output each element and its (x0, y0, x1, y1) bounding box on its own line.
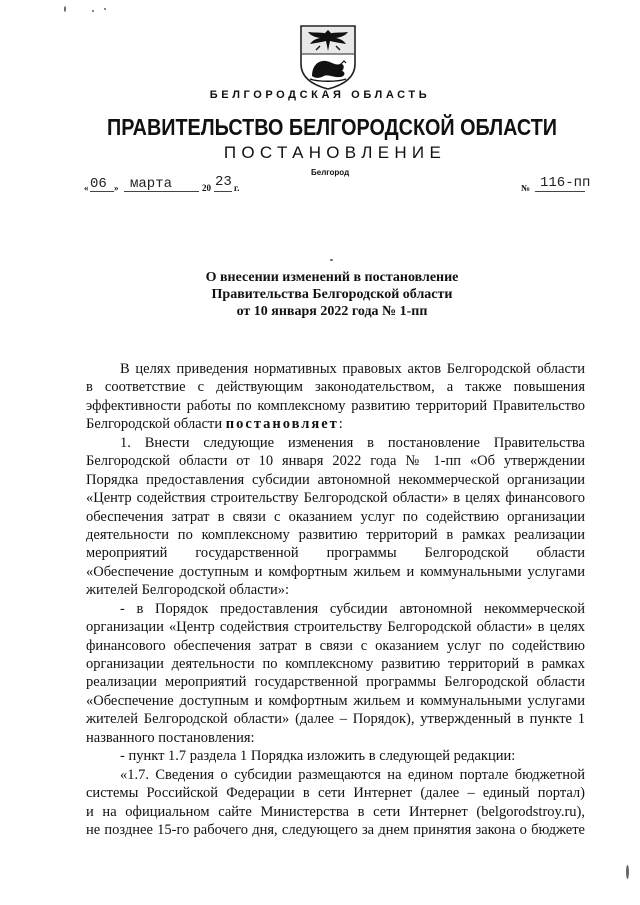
body-line: - в Порядок предоставления субсидии автономной некоммерческой (120, 600, 585, 617)
body-line: «Центр содействия строительству Белгородской области» в целях финансового (86, 490, 585, 507)
month-underline (124, 191, 199, 192)
body-line: и на официальном сайте Министерства в сети Интернет (belgorodstroy.ru), (86, 803, 585, 820)
date-year: 23 (215, 174, 232, 190)
document-title (0, 269, 640, 320)
scan-mark (626, 865, 629, 879)
body-line: организации деятельности по комплексному развитию территорий в рамках (86, 656, 585, 672)
document-type: ПОСТАНОВЛЕНИЕ (223, 143, 447, 162)
number-underline (535, 191, 585, 192)
body-line: организации «Центр содействия строительству Белгородской области» в целях (86, 619, 585, 636)
day-underline (90, 191, 114, 192)
body-line: названного постановления: (86, 729, 255, 746)
title-line: Правительства Белгородской области (211, 287, 453, 302)
year-underline (214, 191, 232, 192)
body-text: Белгородской области (86, 416, 226, 433)
date-day: 06 (90, 176, 107, 192)
body-line: Белгородской области от 10 января 2022 года № 1-пп «Об утверждении (86, 453, 585, 470)
scan-mark (330, 259, 333, 261)
body-line: В целях приведения нормативных правовых актов Белгородской области (120, 361, 585, 377)
year-unit: г. (234, 183, 240, 193)
quote-close: » (114, 183, 119, 193)
date-month: марта (130, 176, 173, 192)
body-line: «Обеспечение доступным и комфортным жильем и коммунальными услугами (86, 692, 585, 709)
body-line: финансового обеспечения затрат в связи с оказанием услуг по содействию (86, 637, 585, 654)
body-line: «1.7. Сведения о субсидии размещаются на едином портале бюджетной (120, 766, 585, 783)
title-line: от 10 января 2022 года № 1-пп (236, 304, 428, 319)
resolves-word: постановляет (225, 416, 339, 433)
body-line: жителей Белгородской области» (далее – Порядок), утвержденный в пункте 1 (86, 711, 585, 728)
document-body (86, 360, 585, 839)
year-prefix: 20 (202, 183, 211, 193)
body-line: эффективности работы по комплексному развитию территорий Правительство (86, 397, 585, 414)
quote-open: « (84, 183, 89, 193)
scan-mark (92, 10, 94, 12)
scan-mark (64, 6, 66, 12)
body-line: деятельности по комплексному развитию территорий в рамках реализации (86, 526, 585, 543)
body-line: не позднее 15-го рабочего дня, следующего за днем принятия закона о бюджете (86, 821, 585, 838)
body-line: в соответствие с действующим законодательством, а также повышения (86, 379, 585, 396)
title-line: О внесении изменений в постановление (205, 270, 459, 285)
number-label: № (521, 183, 531, 193)
body-text: : (338, 416, 343, 433)
body-line: реализации мероприятий государственной программы Белгородской области (86, 674, 585, 691)
government-name: ПРАВИТЕЛЬСТВО БЕЛГОРОДСКОЙ ОБЛАСТИ (107, 114, 557, 140)
body-line: системы Российской Федерации в сети Интернет (далее – единый портал) (86, 785, 585, 802)
body-line: Порядка предоставления субсидии автономной некоммерческой организации (86, 471, 585, 488)
body-line: - пункт 1.7 раздела 1 Порядка изложить в следующей редакции: (120, 748, 516, 765)
body-line (86, 415, 585, 433)
document-number: 116-пп (540, 175, 591, 191)
body-line: обеспечения затрат в связи с оказанием услуг по содействию организации (86, 508, 585, 525)
body-line: 1. Внести следующие изменения в постановление Правительства (120, 434, 585, 451)
region-name: БЕЛГОРОДСКАЯ ОБЛАСТЬ (209, 89, 431, 101)
scan-mark (104, 8, 106, 10)
city-name: Белгород (311, 168, 350, 177)
coat-of-arms-emblem (298, 24, 358, 90)
body-line: «Обеспечение доступным и комфортным жильем и коммунальными услугами (86, 563, 585, 580)
body-line: жителей Белгородской области»: (86, 582, 290, 599)
body-line: мероприятий государственной программы Белгородской области (86, 545, 585, 562)
